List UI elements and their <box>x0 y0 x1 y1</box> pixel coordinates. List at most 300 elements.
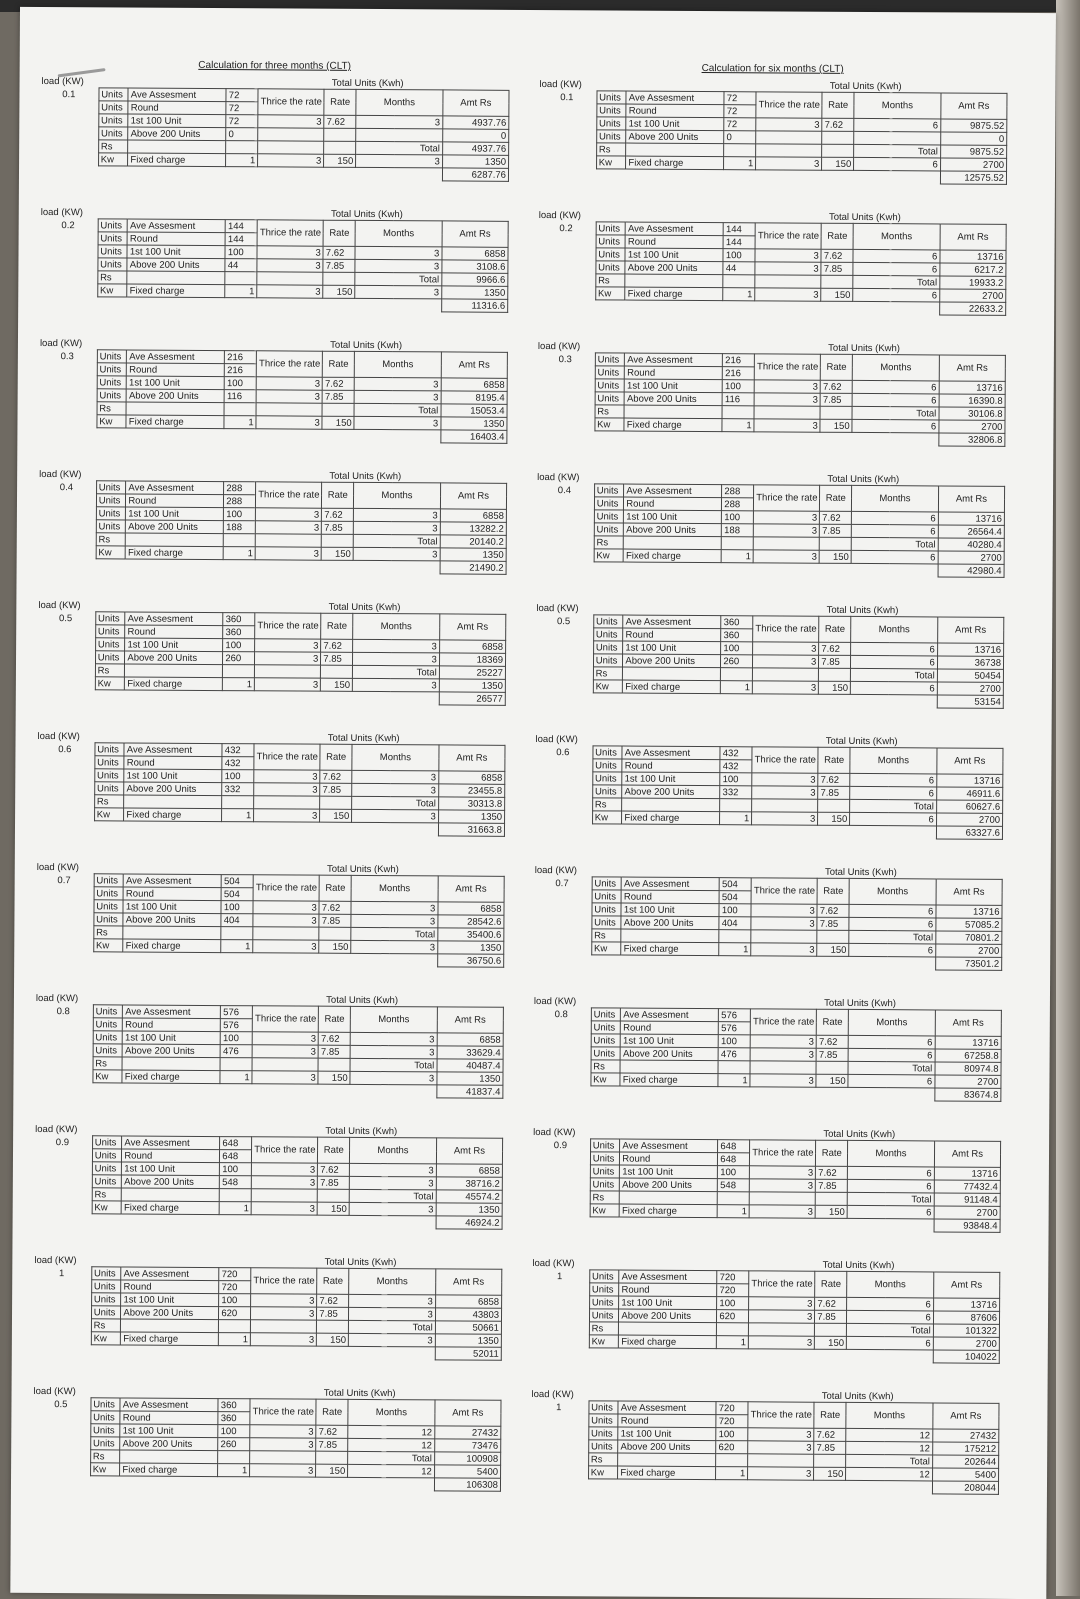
grand-total: 63327.6 <box>936 826 1002 839</box>
amt-label: Amt Rs <box>936 879 1002 905</box>
first100-label: 1st 100 Unit <box>620 1165 718 1179</box>
grand-total: 41837.4 <box>437 1085 503 1098</box>
grand-total: 46924.2 <box>436 1216 502 1229</box>
above200-thrice: 3 <box>752 786 818 799</box>
units-label: Units <box>593 772 623 785</box>
first100-rate: 7.62 <box>815 1297 847 1310</box>
fixed-rate: 150 <box>822 157 854 170</box>
units-label: Units <box>597 104 627 117</box>
first100-units: 100 <box>723 249 755 262</box>
fixed-amount: 1350 <box>436 1203 502 1216</box>
first100-thrice: 3 <box>748 1428 814 1441</box>
first100-thrice: 3 <box>251 1294 317 1307</box>
units-label: Units <box>589 1414 619 1427</box>
above200-thrice: 3 <box>252 1176 318 1189</box>
six-months-blocks <box>529 78 1008 1522</box>
total-label: Total <box>356 141 443 155</box>
fixed-amount: 1350 <box>438 810 504 823</box>
grand-total: 208044 <box>932 1481 998 1494</box>
first100-thrice: 3 <box>256 377 322 390</box>
kw-label: Kw <box>93 1070 123 1083</box>
first100-thrice: 3 <box>756 118 822 131</box>
ave-value: 72 <box>226 89 258 102</box>
fixed-rate: 150 <box>317 1333 349 1346</box>
fixed-label: Fixed charge <box>123 939 221 953</box>
rs-label: Rs <box>595 405 625 418</box>
fixed-label: Fixed charge <box>125 546 223 560</box>
grand-total: 104022 <box>933 1350 999 1363</box>
above200-amount: 57085.2 <box>936 918 1002 931</box>
rate-label: Rate <box>820 485 852 511</box>
rs-label: Rs <box>596 143 626 156</box>
above200-units: 404 <box>221 914 253 927</box>
round-value: 648 <box>718 1153 750 1166</box>
total-units-label: Total Units (Kwh) <box>829 80 902 92</box>
total-label: Total <box>354 403 441 417</box>
above200-units: 476 <box>220 1045 252 1058</box>
rate-label: Rate <box>818 747 850 773</box>
amt-label: Amt Rs <box>935 1010 1001 1036</box>
energy-total: 91148.4 <box>934 1193 1000 1206</box>
above200-units: 44 <box>225 259 257 272</box>
grand-total-row <box>530 1347 1000 1363</box>
calc-table <box>33 992 504 1099</box>
rate-label: Rate <box>324 89 356 115</box>
fixed-rate: 150 <box>321 547 353 560</box>
grand-total-row <box>38 296 508 312</box>
total-label: Total <box>348 1451 435 1465</box>
units-label: Units <box>97 350 127 363</box>
fixed-months: 6 <box>848 1074 935 1088</box>
kw-label: Kw <box>595 287 625 300</box>
fixed-amount: 2700 <box>939 289 1005 302</box>
above200-rate: 7.85 <box>817 917 849 930</box>
units-label: Units <box>91 1267 121 1280</box>
above200-amount: 28542.6 <box>438 915 504 928</box>
kw-label: Kw <box>593 680 623 693</box>
round-label: Round <box>121 1280 219 1294</box>
first100-months: 6 <box>852 511 939 525</box>
units-label: Units <box>95 651 125 664</box>
units-label: Units <box>91 1424 121 1437</box>
round-label: Round <box>621 890 719 904</box>
grand-total: 32806.8 <box>939 433 1005 446</box>
months-label: Months <box>350 1006 437 1033</box>
units-label: Units <box>590 1178 620 1191</box>
first100-amount: 9875.52 <box>941 119 1007 132</box>
total-units-label: Total Units (Kwh) <box>327 732 400 744</box>
fixed-rate: 150 <box>324 154 356 167</box>
above200-amount: 33629.4 <box>437 1046 503 1059</box>
ave-label: Ave Assesment <box>124 743 222 757</box>
months-label: Months <box>354 482 441 509</box>
units-label: Units <box>94 887 124 900</box>
first100-amount: 13716 <box>934 1167 1000 1180</box>
round-label: Round <box>125 625 223 639</box>
total-units-label: Total Units (Kwh) <box>822 1259 895 1271</box>
units-label: Units <box>595 366 625 379</box>
above200-rate: 7.85 <box>815 1310 847 1323</box>
total-label: Total <box>851 537 938 551</box>
first100-thrice: 3 <box>256 508 322 521</box>
above200-months: 3 <box>355 259 442 273</box>
ave-label: Ave Assesment <box>128 88 226 102</box>
above200-amount: 46911.6 <box>936 787 1002 800</box>
load-label: load (KW) <box>538 209 582 222</box>
thrice-label: Thrice the rate <box>754 354 820 380</box>
amt-label: Amt Rs <box>437 1007 503 1033</box>
total-units-label: Total Units (Kwh) <box>824 866 897 878</box>
load-value: 0.5 <box>58 612 73 624</box>
grand-total: 31663.8 <box>438 823 504 836</box>
kw-label: Kw <box>92 1201 122 1214</box>
fixed-kw: 1 <box>721 550 753 563</box>
ave-value: 648 <box>220 1137 252 1150</box>
first100-label: 1st 100 Unit <box>127 245 225 259</box>
fixed-kw: 1 <box>219 1202 251 1215</box>
load-label: load (KW) <box>533 1126 576 1138</box>
rate-label: Rate <box>814 1402 846 1428</box>
calc-block <box>37 337 508 471</box>
round-label: Round <box>126 494 224 508</box>
fixed-amount: 1350 <box>439 679 505 692</box>
amt-label: Amt Rs <box>939 355 1005 381</box>
rs-label: Rs <box>94 795 124 808</box>
rate-label: Rate <box>821 223 853 249</box>
first100-rate: 7.62 <box>814 1428 846 1441</box>
above200-label: Above 200 Units <box>120 1437 218 1451</box>
first100-label: 1st 100 Unit <box>622 772 720 786</box>
calc-table <box>37 468 508 575</box>
ave-label: Ave Assesment <box>618 1401 716 1415</box>
fixed-amount: 2700 <box>934 1206 1000 1219</box>
energy-total: 35400.6 <box>438 928 504 941</box>
months-label: Months <box>854 92 941 119</box>
fixed-months: 3 <box>349 1333 436 1347</box>
units-label: Units <box>594 510 624 523</box>
above200-units: 620 <box>219 1307 251 1320</box>
round-label: Round <box>128 101 226 115</box>
fixed-thrice: 3 <box>256 416 322 429</box>
first100-units: 100 <box>718 1035 750 1048</box>
first100-label: 1st 100 Unit <box>619 1296 717 1310</box>
ave-label: Ave Assesment <box>126 481 224 495</box>
first100-months: 6 <box>849 904 936 918</box>
round-label: Round <box>624 497 722 511</box>
above200-label: Above 200 Units <box>622 785 720 799</box>
ave-value: 720 <box>717 1271 749 1284</box>
above200-label: Above 200 Units <box>124 782 222 796</box>
thrice-label: Thrice the rate <box>252 1137 318 1163</box>
fixed-months: 6 <box>850 812 937 826</box>
units-label: Units <box>591 1034 621 1047</box>
energy-total: 4937.76 <box>442 142 508 155</box>
ave-label: Ave Assesment <box>123 874 221 888</box>
energy-total: 40487.4 <box>437 1059 503 1072</box>
units-label: Units <box>591 1047 621 1060</box>
thrice-label: Thrice the rate <box>256 482 322 508</box>
calc-block <box>36 599 507 733</box>
units-label: Units <box>97 363 127 376</box>
ave-value: 648 <box>718 1140 750 1153</box>
ave-label: Ave Assesment <box>125 612 223 626</box>
fixed-rate: 150 <box>316 1464 348 1477</box>
months-label: Months <box>848 1009 935 1036</box>
above200-rate: 7.85 <box>317 1307 349 1320</box>
thrice-label: Thrice the rate <box>755 223 821 249</box>
ave-value: 288 <box>722 485 754 498</box>
calc-block <box>32 1123 503 1257</box>
first100-amount: 13716 <box>938 512 1004 525</box>
ave-value: 288 <box>224 482 256 495</box>
total-label: Total <box>349 1189 436 1203</box>
first100-months: 6 <box>850 773 937 787</box>
load-value: 0.8 <box>554 1008 568 1020</box>
load-value: 0.2 <box>559 222 573 234</box>
fixed-amount: 2700 <box>938 551 1004 564</box>
above200-rate: 7.85 <box>816 1048 848 1061</box>
above200-months: 6 <box>853 262 940 276</box>
first100-label: 1st 100 Unit <box>621 1034 719 1048</box>
ave-value: 720 <box>716 1402 748 1415</box>
first100-months: 12 <box>348 1425 435 1439</box>
calc-table <box>529 1388 1000 1495</box>
round-value: 288 <box>224 495 256 508</box>
round-value: 432 <box>222 757 254 770</box>
first100-label: 1st 100 Unit <box>128 114 226 128</box>
fixed-amount: 1350 <box>441 286 507 299</box>
above200-label: Above 200 Units <box>122 1044 220 1058</box>
ave-value: 432 <box>222 744 254 757</box>
calc-table <box>531 995 1002 1102</box>
first100-thrice: 3 <box>257 246 323 259</box>
rs-label: Rs <box>90 1450 120 1463</box>
first100-thrice: 3 <box>754 380 820 393</box>
total-label: Total <box>853 275 940 289</box>
units-label: Units <box>92 1136 122 1149</box>
total-label: Total <box>351 927 438 941</box>
first100-months: 3 <box>356 115 443 129</box>
first100-months: 3 <box>354 377 441 391</box>
calc-block <box>536 209 1007 343</box>
first100-rate: 7.62 <box>819 642 851 655</box>
above200-amount: 36738 <box>937 656 1003 669</box>
units-label: Units <box>93 1031 123 1044</box>
three-months-blocks <box>31 75 510 1519</box>
grand-total: 12575.52 <box>940 171 1006 184</box>
total-units-label: Total Units (Kwh) <box>324 1256 397 1268</box>
load-value: 0.5 <box>54 1398 68 1410</box>
first100-amount: 13716 <box>933 1298 999 1311</box>
months-label: Months <box>852 485 939 512</box>
calc-table <box>35 730 506 837</box>
above200-units: 332 <box>222 783 254 796</box>
fixed-label: Fixed charge <box>121 1332 219 1346</box>
amt-label: Amt Rs <box>940 224 1006 250</box>
calc-block <box>529 1388 1000 1522</box>
amt-label: Amt Rs <box>439 745 505 771</box>
above200-amount: 13282.2 <box>440 522 506 535</box>
load-label: load (KW) <box>36 861 80 873</box>
grand-total-row <box>529 1478 999 1494</box>
first100-label: 1st 100 Unit <box>624 510 722 524</box>
fixed-thrice: 3 <box>751 943 817 956</box>
first100-rate: 7.62 <box>817 904 849 917</box>
units-label: Units <box>589 1309 619 1322</box>
fixed-kw: 1 <box>226 154 258 167</box>
kw-label: Kw <box>594 549 624 562</box>
first100-units: 100 <box>722 511 754 524</box>
grand-total: 22633.2 <box>939 302 1005 315</box>
months-label: Months <box>848 1140 935 1167</box>
grand-total: 106308 <box>434 1478 500 1491</box>
first100-label: 1st 100 Unit <box>123 1031 221 1045</box>
grand-total: 36750.6 <box>437 954 503 967</box>
first100-units: 100 <box>221 901 253 914</box>
total-label: Total <box>355 272 442 286</box>
thrice-label: Thrice the rate <box>256 351 322 377</box>
round-value: 216 <box>723 367 755 380</box>
calc-table <box>32 1254 503 1361</box>
rate-label: Rate <box>316 1399 348 1425</box>
units-label: Units <box>594 484 624 497</box>
first100-rate: 7.62 <box>818 773 850 786</box>
first100-months: 6 <box>853 249 940 263</box>
fixed-kw: 1 <box>717 1336 749 1349</box>
first100-rate: 7.62 <box>322 508 354 521</box>
first100-thrice: 3 <box>752 773 818 786</box>
total-label: Total <box>851 668 938 682</box>
ave-label: Ave Assesment <box>122 1136 220 1150</box>
fixed-thrice: 3 <box>257 285 323 298</box>
fixed-amount: 1350 <box>437 941 503 954</box>
thrice-label: Thrice the rate <box>250 1399 316 1425</box>
total-units-label: Total Units (Kwh) <box>331 77 404 89</box>
fixed-months: 12 <box>348 1464 435 1478</box>
first100-amount: 6858 <box>439 771 505 784</box>
grand-total-row <box>35 820 505 836</box>
first100-amount: 13716 <box>935 1036 1001 1049</box>
load-label: load (KW) <box>35 992 79 1004</box>
round-label: Round <box>123 1018 221 1032</box>
fixed-amount: 2700 <box>935 944 1001 957</box>
grand-total-row <box>532 954 1002 970</box>
total-label: Total <box>848 1061 935 1075</box>
round-label: Round <box>124 756 222 770</box>
total-label: Total <box>352 796 439 810</box>
grand-total: 6287.76 <box>442 168 508 181</box>
months-label: Months <box>353 613 440 640</box>
units-label: Units <box>97 376 127 389</box>
round-value: 504 <box>719 891 751 904</box>
energy-total: 40280.4 <box>938 538 1004 551</box>
round-label: Round <box>621 1021 719 1035</box>
first100-thrice: 3 <box>751 904 817 917</box>
fixed-label: Fixed charge <box>128 153 226 167</box>
above200-label: Above 200 Units <box>624 392 722 406</box>
first100-months: 6 <box>854 118 941 132</box>
fixed-kw: 1 <box>224 416 256 429</box>
first100-rate: 7.62 <box>318 1032 350 1045</box>
load-label: load (KW) <box>41 75 84 87</box>
above200-units: 548 <box>718 1179 750 1192</box>
units-label: Units <box>593 641 623 654</box>
total-units-label: Total Units (Kwh) <box>828 342 901 354</box>
fixed-amount: 2700 <box>937 682 1003 695</box>
ave-label: Ave Assesment <box>123 1005 221 1019</box>
total-label: Total <box>350 1058 437 1072</box>
above200-amount: 77432.4 <box>934 1180 1000 1193</box>
fixed-label: Fixed charge <box>622 811 720 825</box>
units-label: Units <box>596 261 626 274</box>
above200-rate: 7.85 <box>820 524 852 537</box>
total-label: Total <box>854 144 941 158</box>
load-value: 0.6 <box>58 743 72 755</box>
above200-thrice: 3 <box>253 914 319 927</box>
above200-months: 12 <box>846 1441 933 1455</box>
above200-rate: 7.85 <box>322 390 354 403</box>
rate-label: Rate <box>816 1140 848 1166</box>
round-label: Round <box>625 235 723 249</box>
total-label: Total <box>847 1192 934 1206</box>
rs-label: Rs <box>96 533 126 546</box>
first100-months: 3 <box>351 901 438 915</box>
fixed-amount: 2700 <box>933 1337 999 1350</box>
kw-label: Kw <box>596 156 626 169</box>
ave-value: 216 <box>225 351 257 364</box>
above200-amount: 26564.4 <box>938 525 1004 538</box>
above200-amount: 6217.2 <box>940 263 1006 276</box>
fixed-rate: 150 <box>321 678 353 691</box>
first100-rate: 7.62 <box>816 1166 848 1179</box>
fixed-months: 6 <box>853 288 940 302</box>
first100-thrice: 3 <box>754 511 820 524</box>
above200-rate: 7.85 <box>819 655 851 668</box>
fixed-months: 6 <box>847 1336 934 1350</box>
above200-amount: 0 <box>442 129 508 142</box>
fixed-kw: 1 <box>218 1464 250 1477</box>
total-units-label: Total Units (Kwh) <box>824 997 897 1009</box>
above200-thrice: 3 <box>251 1307 317 1320</box>
units-label: Units <box>90 1437 120 1450</box>
first100-thrice: 3 <box>253 901 319 914</box>
units-label: Units <box>95 769 125 782</box>
above200-units: 188 <box>722 524 754 537</box>
grand-total: 53154 <box>937 695 1003 708</box>
first100-units: 100 <box>223 639 255 652</box>
above200-thrice: 3 <box>748 1441 814 1454</box>
above200-thrice: 3 <box>250 1438 316 1451</box>
units-label: Units <box>589 1427 619 1440</box>
load-value: 0.9 <box>553 1139 568 1151</box>
calc-table <box>31 1385 502 1492</box>
fixed-thrice: 3 <box>750 1074 816 1087</box>
units-label: Units <box>590 1139 620 1152</box>
units-label: Units <box>92 1175 122 1188</box>
ave-value: 360 <box>721 616 753 629</box>
fixed-kw: 1 <box>723 288 755 301</box>
six-months-title: Calculation for six months (CLT) <box>701 63 844 75</box>
fixed-thrice: 3 <box>250 1464 316 1477</box>
units-label: Units <box>98 127 128 140</box>
ave-value: 504 <box>719 878 751 891</box>
first100-rate: 7.62 <box>822 118 854 131</box>
amt-label: Amt Rs <box>937 748 1003 774</box>
three-months-column <box>31 55 510 1519</box>
above200-label: Above 200 Units <box>121 1306 219 1320</box>
round-value: 72 <box>724 105 756 118</box>
first100-label: 1st 100 Unit <box>123 900 221 914</box>
